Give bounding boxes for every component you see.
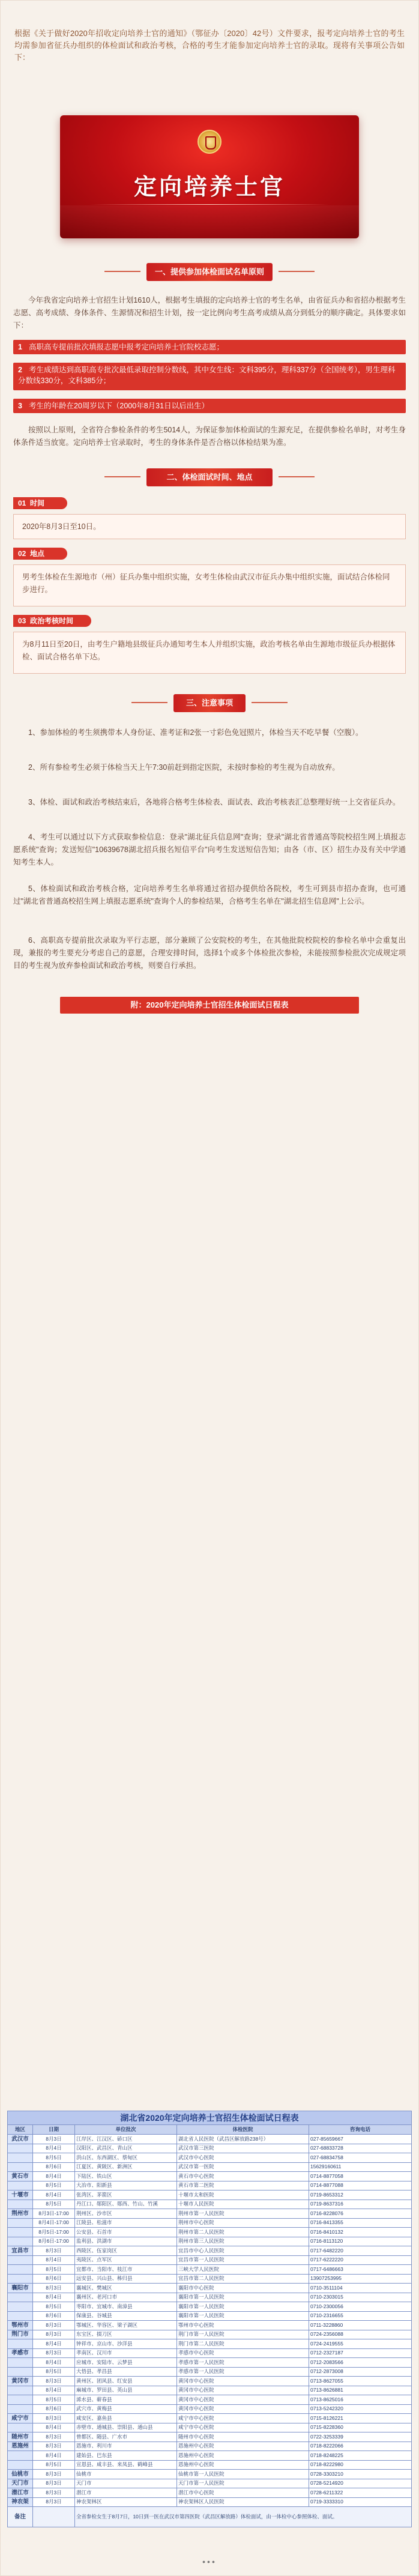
cell-hospital: 恩施州中心医院 — [177, 2451, 309, 2461]
rule-text: 考生成绩达到高职高专批次最低录取控制分数线，其中女生线：文科395分，理科337分（全国统考），男生理科分数线330分，文科385分； — [18, 366, 396, 385]
cell-region — [8, 2255, 33, 2265]
table-row — [8, 2237, 412, 2246]
cell-hospital: 孝感市第一人民医院 — [177, 2367, 309, 2377]
cell-date: 8月3日 — [33, 2348, 75, 2358]
cell-batch: 夷陵区、点军区 — [75, 2255, 177, 2265]
cell-date: 8月4日 — [33, 2191, 75, 2200]
col-header-region: 地区 — [8, 2125, 33, 2135]
cell-phone: 0724-2419555 — [309, 2339, 412, 2349]
table-row — [8, 2200, 412, 2209]
cell-batch: 宣恩县、咸丰县、来凤县、鹤峰县 — [75, 2460, 177, 2470]
cell-hospital: 荆州市第二人民医院 — [177, 2228, 309, 2237]
cell-batch: 远安县、兴山县、秭归县 — [75, 2274, 177, 2284]
cell-batch: 武穴市、黄梅县 — [75, 2404, 177, 2414]
table-row — [8, 2311, 412, 2321]
table-row — [8, 2479, 412, 2488]
cell-batch: 建始县、巴东县 — [75, 2451, 177, 2461]
col-header-phone: 咨询电话 — [309, 2125, 412, 2135]
cell-date: 8月3日 — [33, 2497, 75, 2507]
cell-date: 8月4日 — [33, 2386, 75, 2395]
cell-batch: 西陵区、伍家岗区 — [75, 2246, 177, 2256]
cell-region: 宜昌市 — [8, 2246, 33, 2256]
cell-region — [8, 2293, 33, 2302]
table-row — [8, 2153, 412, 2163]
table-row — [8, 2441, 412, 2451]
tab-politics — [13, 615, 91, 627]
cell-hospital: 鄂州市中心医院 — [177, 2321, 309, 2330]
cell-region — [8, 2451, 33, 2461]
cell-region — [8, 2460, 33, 2470]
cell-batch: 潜江市 — [75, 2488, 177, 2498]
cell-region: 十堰市 — [8, 2191, 33, 2200]
cell-hospital: 黄石市第二医院 — [177, 2181, 309, 2191]
table-row — [8, 2218, 412, 2228]
cell-hospital: 荆门市第一人民医院 — [177, 2330, 309, 2339]
cell-batch: 汉阳区、武昌区、青山区 — [75, 2144, 177, 2153]
cell-date: 8月3日 — [33, 2377, 75, 2386]
cell-batch: 枣阳市、宜城市、南漳县 — [75, 2302, 177, 2312]
cell-hospital: 荆州市第三人民医院 — [177, 2237, 309, 2246]
cell-date: 8月6日 — [33, 2404, 75, 2414]
cell-date: 8月4日 — [33, 2144, 75, 2153]
cell-batch: 宜都市、当阳市、枝江市 — [75, 2265, 177, 2275]
note-1: 1、参加体检的考生须携带本人身份证、准考证和2张一寸彩色免冠照片，体检当天不吃早餐（空腹）。 — [28, 728, 363, 737]
cell-hospital: 宜昌市中心人民医院 — [177, 2246, 309, 2256]
cell-date: 8月3日 — [33, 2488, 75, 2498]
col-header-date: 日期 — [33, 2125, 75, 2135]
cell-date: 8月5日 — [33, 2181, 75, 2191]
cell-region — [8, 2395, 33, 2405]
cell-region — [8, 2162, 33, 2172]
table-row — [8, 2246, 412, 2256]
politics-box — [13, 632, 406, 674]
table-row — [8, 2386, 412, 2395]
cell-hospital: 潜江市中心医院 — [177, 2488, 309, 2498]
cell-date: 8月5日 — [33, 2153, 75, 2163]
cell-batch: 仙桃市 — [75, 2470, 177, 2479]
rule-number: 2 — [18, 366, 22, 374]
table-row — [8, 2497, 412, 2507]
cell-batch: 洪山区、东西湖区、蔡甸区 — [75, 2153, 177, 2163]
cell-date: 8月3日-17:00 — [33, 2209, 75, 2219]
table-row — [8, 2255, 412, 2265]
cell-batch: 襄州区、老河口市 — [75, 2293, 177, 2302]
cell-hospital: 随州市中心医院 — [177, 2432, 309, 2442]
cell-date: 8月5日 — [33, 2302, 75, 2312]
cell-region — [8, 2404, 33, 2414]
cell-date: 8月3日 — [33, 2441, 75, 2451]
cell-date: 8月3日 — [33, 2432, 75, 2442]
cell-region — [8, 2237, 33, 2246]
cell-date: 8月4日 — [33, 2358, 75, 2368]
table-row — [8, 2432, 412, 2442]
section-heading-1: 一、提供参加体检面试名单原则 — [146, 263, 273, 281]
cell-region: 荆门市 — [8, 2330, 33, 2339]
cell-phone: 0724-2356088 — [309, 2330, 412, 2339]
cell-batch: 下陆区、铁山区 — [75, 2172, 177, 2181]
table-row — [8, 2488, 412, 2498]
rule-text: 高职高专提前批次填报志愿中报考定向培养士官院校志愿； — [29, 343, 225, 351]
cell-date: 8月3日 — [33, 2135, 75, 2144]
cell-hospital: 三峡大学人民医院 — [177, 2265, 309, 2275]
cell-region — [8, 2144, 33, 2153]
cell-date: 8月5日 — [33, 2265, 75, 2275]
cell-phone: 0722-3253339 — [309, 2432, 412, 2442]
section-heading-3: 三、注意事项 — [173, 694, 246, 712]
table-row — [8, 2507, 412, 2527]
cell-phone: 0716-8413355 — [309, 2218, 412, 2228]
table-row — [8, 2358, 412, 2368]
cell-batch: 张湾区、茅箭区 — [75, 2191, 177, 2200]
time-box — [13, 514, 406, 539]
cell-hospital: 孝感市第一人民医院 — [177, 2358, 309, 2368]
note-3: 3、体检、面试和政治考核结束后，各地将合格考生体检表、面试表、政治考核表汇总整理好统一上交省征兵办。 — [28, 798, 400, 806]
cell-batch: 全省参检女生于8月7日，10日到一医在武汉市第四医院（武昌区解放路）体检面试，由一体检中心参照体检、面试。 — [75, 2507, 412, 2527]
cell-region: 随州市 — [8, 2432, 33, 2442]
cell-hospital: 襄阳市第一人民医院 — [177, 2311, 309, 2321]
cell-hospital: 十堰市太和医院 — [177, 2191, 309, 2200]
cell-region — [8, 2218, 33, 2228]
table-row — [8, 2191, 412, 2200]
cell-region: 恩施州 — [8, 2441, 33, 2451]
cell-hospital: 宜昌市第二人民医院 — [177, 2274, 309, 2284]
cell-phone: 027-68833728 — [309, 2144, 412, 2153]
cell-batch: 黄州区、团风县、红安县 — [75, 2377, 177, 2386]
cell-hospital: 恩施州中心医院 — [177, 2441, 309, 2451]
cell-batch: 赤壁市、通城县、崇阳县、通山县 — [75, 2423, 177, 2432]
col-header-hospital: 体检医院 — [177, 2125, 309, 2135]
table-row — [8, 2321, 412, 2330]
cell-phone: 0712-2327187 — [309, 2348, 412, 2358]
cell-batch: 钟祥市、京山市、沙洋县 — [75, 2339, 177, 2349]
table-row — [8, 2293, 412, 2302]
rule-text: 考生的年龄在20周岁以下（2000年8月31日以后出生） — [29, 402, 210, 410]
cell-date: 8月4日 — [33, 2423, 75, 2432]
tab-label: 时间 — [30, 499, 45, 507]
cell-batch: 江岸区、江汉区、硚口区 — [75, 2135, 177, 2144]
table-row — [8, 2339, 412, 2349]
cell-date: 8月5日-17:00 — [33, 2228, 75, 2237]
cell-region: 仙桃市 — [8, 2470, 33, 2479]
cell-date: 8月5日 — [33, 2367, 75, 2377]
table-row — [8, 2172, 412, 2181]
place-box — [13, 564, 406, 606]
cell-region — [8, 2423, 33, 2432]
hero-stripe — [60, 205, 359, 238]
cell-phone: 0717-6222220 — [309, 2255, 412, 2265]
cell-batch: 东宝区、掇刀区 — [75, 2330, 177, 2339]
cell-hospital: 荆州市中心医院 — [177, 2218, 309, 2228]
cell-date: 8月4日-17:00 — [33, 2218, 75, 2228]
cell-batch: 浠水县、蕲春县 — [75, 2395, 177, 2405]
rule-number: 3 — [18, 402, 22, 410]
cell-phone: 0716-8410132 — [309, 2228, 412, 2237]
cell-hospital: 咸宁市中心医院 — [177, 2414, 309, 2423]
cell-hospital: 襄阳市中心医院 — [177, 2284, 309, 2293]
table-row — [8, 2348, 412, 2358]
cell-hospital: 黄石市中心医院 — [177, 2172, 309, 2181]
cell-hospital: 黄冈市中心医院 — [177, 2404, 309, 2414]
cell-batch: 恩施市、利川市 — [75, 2441, 177, 2451]
cell-region: 襄阳市 — [8, 2284, 33, 2293]
cell-phone: 0713-8625016 — [309, 2395, 412, 2405]
cell-phone: 0728-6211322 — [309, 2488, 412, 2498]
cell-phone: 0710-2316655 — [309, 2311, 412, 2321]
cell-phone: 0719-8637316 — [309, 2200, 412, 2209]
cell-hospital: 神农架林区人民医院 — [177, 2497, 309, 2507]
cell-hospital: 恩施州中心医院 — [177, 2460, 309, 2470]
cell-hospital: 仙桃市第一人民医院 — [177, 2470, 309, 2479]
cell-date — [33, 2507, 75, 2527]
table-row — [8, 2302, 412, 2312]
time-text: 2020年8月3日至10日。 — [22, 522, 101, 531]
cell-hospital: 武汉市第一医院 — [177, 2162, 309, 2172]
cell-phone: 0717-6482220 — [309, 2246, 412, 2256]
cell-phone: 0712-2083566 — [309, 2358, 412, 2368]
cell-phone: 0718-8222980 — [309, 2460, 412, 2470]
cell-hospital: 十堰市人民医院 — [177, 2200, 309, 2209]
cell-region — [8, 2311, 33, 2321]
cell-hospital: 孝感市中心医院 — [177, 2348, 309, 2358]
cell-hospital: 襄阳市第一人民医院 — [177, 2302, 309, 2312]
table-row — [8, 2451, 412, 2461]
table-row — [8, 2395, 412, 2405]
table-row — [8, 2162, 412, 2172]
cell-hospital: 襄阳市第一人民医院 — [177, 2293, 309, 2302]
emblem-icon — [197, 130, 222, 154]
cell-region — [8, 2386, 33, 2395]
note-6: 6、高职高专提前批次录取为平行志愿，部分兼顾了公安院校的考生，在其他批院校院校的参检名单中会重复出现，兼报的考生要充分考虑自己的意愿，合理安排时间，选择1个或多个体检批次参检，未能按照参检批次完成规定项目的考生视为放弃参检面试和政治考核，则要自行承担。 — [13, 936, 406, 970]
cell-date: 8月3日 — [33, 2470, 75, 2479]
table-row — [8, 2404, 412, 2414]
cell-batch: 大悟县、孝昌县 — [75, 2367, 177, 2377]
hero-banner — [60, 115, 359, 238]
cell-hospital: 荆门市第二人民医院 — [177, 2339, 309, 2349]
cell-batch: 曾都区、随县、广水市 — [75, 2432, 177, 2442]
cell-region: 神农架 — [8, 2497, 33, 2507]
table-row — [8, 2330, 412, 2339]
section1-paragraph-2: 按照以上原则，全省符合参检条件的考生5014人，为保证参加体检面试的生源充足，在提供参检名单时，对考生身体条件适当放宽。定向培养士官录取时，考生的身体条件是否合格以体检结果为准。 — [13, 426, 406, 447]
table-row — [8, 2377, 412, 2386]
tab-number: 01 — [18, 499, 26, 507]
cell-region: 潜江市 — [8, 2488, 33, 2498]
cell-phone: 027-68834758 — [309, 2153, 412, 2163]
cell-region: 黄石市 — [8, 2172, 33, 2181]
col-header-batch: 单位批次 — [75, 2125, 177, 2135]
place-text: 男考生体检在生源地市（州）征兵办集中组织实施，女考生体检由武汉市征兵办集中组织实施，面试结合体检同步进行。 — [22, 573, 390, 594]
cell-region — [8, 2181, 33, 2191]
cell-hospital: 武汉市中心医院 — [177, 2153, 309, 2163]
cell-batch: 天门市 — [75, 2479, 177, 2488]
cell-region: 备注 — [8, 2507, 33, 2527]
cell-date: 8月4日 — [33, 2293, 75, 2302]
cell-hospital: 天门市第一人民医院 — [177, 2479, 309, 2488]
cell-phone: 0728-5214920 — [309, 2479, 412, 2488]
cell-hospital: 宜昌市第一人民医院 — [177, 2255, 309, 2265]
cell-batch: 丹江口、郧阳区、郧西、竹山、竹溪 — [75, 2200, 177, 2209]
cell-hospital: 黄冈市中心医院 — [177, 2386, 309, 2395]
cell-hospital: 咸宁市中心医院 — [177, 2423, 309, 2432]
cell-phone: 0714-8877058 — [309, 2172, 412, 2181]
table-row — [8, 2181, 412, 2191]
cell-date: 8月4日 — [33, 2451, 75, 2461]
table-row — [8, 2414, 412, 2423]
cell-region: 黄冈市 — [8, 2377, 33, 2386]
cell-date: 8月4日 — [33, 2255, 75, 2265]
cell-region: 武汉市 — [8, 2135, 33, 2144]
cell-batch: 鄂城区、华容区、梁子湖区 — [75, 2321, 177, 2330]
politics-text: 为8月11日至20日，由考生户籍地县级征兵办通知考生本人并组织实施，政治考核名单由生源地市级征兵办根据体检、面试合格名单下达。 — [22, 640, 396, 661]
table-row — [8, 2367, 412, 2377]
tab-number: 03 — [18, 617, 26, 625]
cell-phone: 0710-3511104 — [309, 2284, 412, 2293]
cell-batch: 大冶市、阳新县 — [75, 2181, 177, 2191]
tab-label: 政治考核时间 — [30, 617, 74, 625]
cell-phone: 0714-8877088 — [309, 2181, 412, 2191]
cell-phone: 0728-3303210 — [309, 2470, 412, 2479]
cell-phone: 15629160611 — [309, 2162, 412, 2172]
cell-region: 鄂州市 — [8, 2321, 33, 2330]
note-5: 5、体检面试和政治考核合格，定向培养考生名单将通过省招办提供给各院校，考生可到县市招办查询，也可通过"湖北省普通高校招生网上填报志愿系统"查询个人的参检结果，合格考生名单在"湖北招生信息网"上公示。 — [13, 884, 406, 906]
cell-phone: 0716-8113120 — [309, 2237, 412, 2246]
cell-batch: 神农架林区 — [75, 2497, 177, 2507]
cell-batch: 保康县、谷城县 — [75, 2311, 177, 2321]
tab-time — [13, 497, 67, 509]
cell-phone: 027-85659667 — [309, 2135, 412, 2144]
end-ornament: ••• — [202, 2557, 217, 2566]
cell-phone: 0717-6486663 — [309, 2265, 412, 2275]
tab-number: 02 — [18, 549, 26, 558]
cell-phone: 0719-3333310 — [309, 2497, 412, 2507]
cell-phone: 0713-5242320 — [309, 2404, 412, 2414]
cell-phone: 0715-8126221 — [309, 2414, 412, 2423]
cell-phone: 13907253995 — [309, 2274, 412, 2284]
table-row — [8, 2228, 412, 2237]
table-row — [8, 2135, 412, 2144]
table-row — [8, 2265, 412, 2275]
cell-batch: 襄城区、樊城区 — [75, 2284, 177, 2293]
cell-batch: 麻城市、罗田县、英山县 — [75, 2386, 177, 2395]
cell-region — [8, 2153, 33, 2163]
cell-date: 8月5日 — [33, 2200, 75, 2209]
cell-region — [8, 2339, 33, 2349]
cell-date: 8月3日 — [33, 2246, 75, 2256]
cell-phone: 0718-8248225 — [309, 2451, 412, 2461]
table-header-row — [8, 2125, 412, 2135]
cell-batch: 应城市、安陆市、云梦县 — [75, 2358, 177, 2368]
cell-region — [8, 2274, 33, 2284]
table-row — [8, 2209, 412, 2219]
table-caption-bar: 附：2020年定向培养士官招生体检面试日程表 — [60, 997, 359, 1014]
table-row — [8, 2274, 412, 2284]
section1-paragraph: 今年我省定向培养士官招生计划1610人，根据考生填报的定向培养士官的考生名单，由省征兵办和省招办根据考生志愿、高考成绩、身体条件、生源情况和招生计划，按一定比例向考生高考成绩从高分到低分的顺序确定。具体要求如下： — [13, 296, 406, 330]
rule-item-1 — [13, 340, 406, 354]
cell-batch: 荆州区、沙市区 — [75, 2209, 177, 2219]
cell-phone: 0710-2303015 — [309, 2293, 412, 2302]
cell-phone: 0715-8228360 — [309, 2423, 412, 2432]
cell-phone: 0711-3228860 — [309, 2321, 412, 2330]
cell-hospital: 武汉市第三医院 — [177, 2144, 309, 2153]
cell-date: 8月5日 — [33, 2460, 75, 2470]
cell-date: 8月4日 — [33, 2172, 75, 2181]
schedule-table — [7, 2124, 412, 2527]
section-heading-2: 二、体检面试时间、地点 — [146, 468, 273, 486]
rule-item-3 — [13, 399, 406, 413]
cell-batch: 公安县、石首市 — [75, 2228, 177, 2237]
cell-date: 8月6日 — [33, 2162, 75, 2172]
cell-phone: 0713-8627055 — [309, 2377, 412, 2386]
table-row — [8, 2284, 412, 2293]
cell-batch: 监利县、洪湖市 — [75, 2237, 177, 2246]
hero-divider — [90, 204, 329, 205]
table-row — [8, 2144, 412, 2153]
intro-paragraph: 根据《关于做好2020年招收定向培养士官的通知》（鄂征办〔2020〕42号）文件要求，报考定向培养士官的考生均需参加省征兵办组织的体检面试和政治考核，合格的考生才能参加定向培养士官的录取。现将有关事项公告如下： — [14, 29, 405, 62]
cell-region — [8, 2302, 33, 2312]
cell-hospital: 荆州市第一人民医院 — [177, 2209, 309, 2219]
cell-hospital: 黄冈市中心医院 — [177, 2377, 309, 2386]
table-title: 湖北省2020年定向培养士官招生体检面试日程表 — [7, 2111, 412, 2124]
note-2: 2、所有参检考生必须于体检当天上午7:30前赶到指定医院，未按时参检的考生视为自动放弃。 — [28, 763, 340, 772]
cell-date: 8月5日 — [33, 2395, 75, 2405]
cell-region — [8, 2358, 33, 2368]
cell-date: 8月3日 — [33, 2414, 75, 2423]
rule-item-2 — [13, 363, 406, 390]
cell-date: 8月6日 — [33, 2274, 75, 2284]
table-row — [8, 2470, 412, 2479]
cell-region: 荆州市 — [8, 2209, 33, 2219]
cell-batch: 咸安区、嘉鱼县 — [75, 2414, 177, 2423]
cell-batch: 江陵县、松滋市 — [75, 2218, 177, 2228]
cell-date: 8月3日 — [33, 2321, 75, 2330]
cell-region: 天门市 — [8, 2479, 33, 2488]
table-row — [8, 2423, 412, 2432]
cell-date: 8月6日-17:00 — [33, 2237, 75, 2246]
cell-batch: 江夏区、黄陂区、新洲区 — [75, 2162, 177, 2172]
cell-region: 咸宁市 — [8, 2414, 33, 2423]
cell-phone: 0713-8626881 — [309, 2386, 412, 2395]
cell-hospital: 湖北省人民医院（武昌区解放路238号） — [177, 2135, 309, 2144]
table-row — [8, 2460, 412, 2470]
cell-phone: 0716-8228076 — [309, 2209, 412, 2219]
tab-place — [13, 548, 67, 560]
cell-date: 8月3日 — [33, 2284, 75, 2293]
rule-number: 1 — [18, 343, 22, 351]
cell-phone: 0718-8222066 — [309, 2441, 412, 2451]
cell-region — [8, 2265, 33, 2275]
cell-region — [8, 2367, 33, 2377]
cell-batch: 孝南区、汉川市 — [75, 2348, 177, 2358]
cell-hospital: 黄冈市中心医院 — [177, 2395, 309, 2405]
cell-date: 8月3日 — [33, 2479, 75, 2488]
cell-date: 8月4日 — [33, 2339, 75, 2349]
cell-region: 孝感市 — [8, 2348, 33, 2358]
cell-date: 8月6日 — [33, 2311, 75, 2321]
note-4: 4、考生可以通过以下方式获取参检信息：登录"湖北征兵信息网"查询；登录"湖北省普通高等院校招生网上填报志愿系统"查询；发送短信"10639678湖北招兵报名短信平台"向考生发送短信告知；由各（市、区）招生办及有关中学通知考生本人。 — [13, 833, 406, 866]
cell-phone: 0710-2300056 — [309, 2302, 412, 2312]
hero-title: 定向培养士官 — [133, 175, 285, 200]
cell-region — [8, 2228, 33, 2237]
cell-date: 8月3日 — [33, 2330, 75, 2339]
tab-label: 地点 — [30, 549, 45, 558]
cell-phone: 0712-2873008 — [309, 2367, 412, 2377]
cell-phone: 0719-8653312 — [309, 2191, 412, 2200]
cell-region — [8, 2200, 33, 2209]
